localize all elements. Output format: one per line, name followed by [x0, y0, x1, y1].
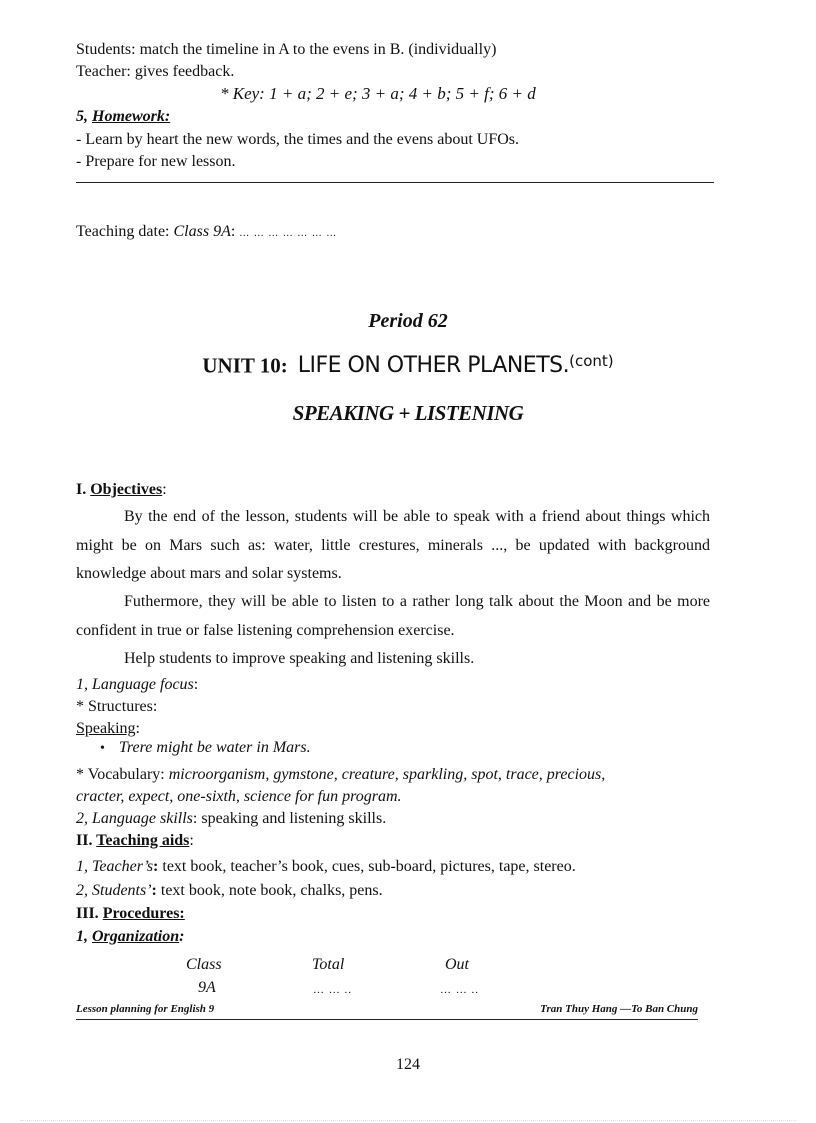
objectives-p2-text: Futhermore, they will be able to listen to a rather long talk about the Moon and be more confident in true or false listening comprehension exercise.	[76, 593, 710, 639]
student-aids-label: 2, Students’	[76, 882, 152, 899]
section-divider	[76, 182, 714, 183]
footer-right: Tran Thuy Hang —To Ban Chung	[540, 1003, 698, 1015]
unit-title	[0, 352, 816, 378]
student-aids-line	[76, 881, 383, 901]
vocabulary-label: * Vocabulary:	[76, 766, 169, 783]
homework-number: 5,	[76, 108, 92, 125]
organization-colon: :	[179, 928, 185, 945]
student-aids-colon: :	[151, 882, 157, 899]
homework-heading	[76, 107, 170, 127]
unit-name: LIFE ON OTHER PLANETS.	[297, 353, 570, 379]
procedures-label: Procedures:	[102, 905, 185, 922]
speaking-line	[76, 719, 140, 739]
page-number: 124	[396, 1056, 420, 1073]
objectives-colon: :	[162, 481, 167, 498]
objectives-heading	[76, 480, 167, 500]
objectives-p3-text: Help students to improve speaking and listening skills.	[124, 650, 475, 667]
vocabulary-list: microorganism, gymstone, creature, sparkling, spot, trace, precious,	[168, 766, 606, 783]
objectives-label: Objectives	[90, 481, 163, 498]
procedures-heading	[76, 904, 185, 924]
teacher-aids-text: text book, teacher’s book, cues, sub-board, pictures, tape, stereo.	[158, 858, 576, 875]
teaching-aids-label: Teaching aids	[96, 832, 190, 849]
example-structure: Trere might be water in Mars.	[118, 739, 311, 756]
bullet-icon: •	[100, 741, 105, 756]
language-skills-label: 2, Language skills	[76, 810, 193, 827]
language-focus-colon: :	[193, 676, 199, 693]
teaching-date-label: Teaching date:	[76, 223, 174, 240]
teacher-aids-label: 1, Teacher’s	[76, 858, 154, 875]
teacher-feedback-line: Teacher: gives feedback.	[76, 63, 235, 80]
language-focus-label: 1, Language focus	[76, 676, 194, 693]
teaching-aids-colon: :	[189, 832, 194, 849]
footer-left: Lesson planning for English 9	[76, 1003, 215, 1015]
org-cell-total: … … ..	[313, 984, 352, 996]
teaching-date-class: Class 9A	[173, 223, 231, 240]
teaching-aids-number: II.	[76, 832, 97, 849]
org-header-class: Class	[186, 956, 222, 973]
homework-label: Homework:	[92, 108, 171, 125]
page-edge	[20, 1120, 796, 1121]
structures-label: * Structures:	[76, 698, 158, 715]
period-title: Period 62	[368, 310, 448, 332]
homework-item-2: - Prepare for new lesson.	[76, 153, 236, 170]
teacher-aids-colon: :	[153, 858, 159, 875]
objectives-number: I.	[76, 481, 91, 498]
org-cell-class: 9A	[198, 979, 216, 996]
organization-heading	[76, 927, 184, 947]
speaking-colon: :	[135, 720, 140, 737]
objectives-paragraph-1	[76, 503, 710, 589]
homework-item-1: - Learn by heart the new words, the times and the evens about UFOs.	[76, 131, 519, 148]
speaking-label: Speaking	[76, 720, 136, 737]
organization-number: 1,	[76, 928, 92, 945]
example-structure-line	[100, 738, 311, 759]
objectives-p1-text: By the end of the lesson, students will be able to speak with a friend about things which might be on Mars such as: water, little crestures, minerals ..., be updated with background knowledge about mars and solar systems.	[76, 508, 710, 582]
teaching-date-dots: … … … … … … …	[239, 228, 338, 239]
language-focus-line	[76, 675, 198, 695]
teaching-date-colon: :	[230, 223, 236, 240]
teaching-date-line	[76, 222, 337, 244]
vocabulary-list-cont: cracter, expect, one-sixth, science for fun program.	[76, 788, 402, 805]
vocabulary-line	[76, 765, 605, 785]
teaching-aids-heading	[76, 831, 194, 851]
objectives-paragraph-3	[76, 645, 710, 674]
unit-cont: (cont)	[569, 352, 614, 370]
teacher-aids-line	[76, 857, 576, 877]
students-activity-line: Students: match the timeline in A to the evens in B. (individually)	[76, 41, 497, 58]
language-skills-text: : speaking and listening skills.	[192, 810, 387, 827]
language-skills-line	[76, 809, 386, 829]
student-aids-text: text book, note book, chalks, pens.	[156, 882, 383, 899]
organization-label: Organization	[92, 928, 180, 945]
lesson-subtitle: SPEAKING + LISTENING	[292, 401, 524, 425]
footer-rule	[76, 1019, 698, 1020]
org-cell-out: … … ..	[440, 984, 479, 996]
org-header-total: Total	[312, 956, 345, 973]
answer-key-line: * Key: 1 + a; 2 + e; 3 + a; 4 + b; 5 + f; 6 + d	[220, 84, 536, 103]
objectives-paragraph-2	[76, 588, 710, 645]
org-header-out: Out	[445, 956, 469, 973]
procedures-number: III.	[76, 905, 103, 922]
unit-label: UNIT 10:	[202, 353, 288, 378]
